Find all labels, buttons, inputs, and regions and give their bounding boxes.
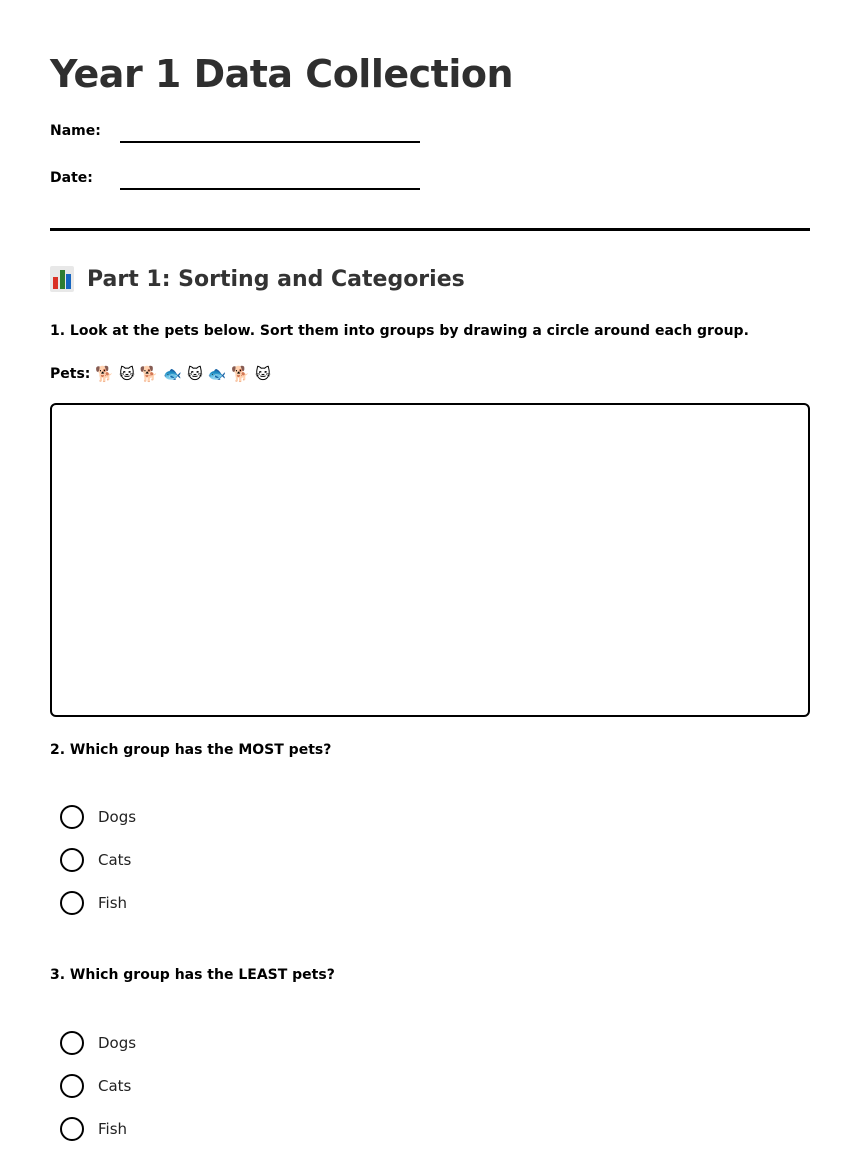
dog-icon: 🐕 xyxy=(95,365,115,383)
q2-option-dogs[interactable] xyxy=(60,805,136,829)
option-label: Cats xyxy=(98,1077,132,1095)
name-input-line[interactable] xyxy=(120,141,420,143)
question-1: 1. Look at the pets below. Sort them into groups by drawing a circle around each group. xyxy=(50,323,749,339)
radio-circle[interactable] xyxy=(60,891,84,915)
radio-circle[interactable] xyxy=(60,1031,84,1055)
radio-circle[interactable] xyxy=(60,1117,84,1141)
radio-circle[interactable] xyxy=(60,1074,84,1098)
radio-circle[interactable] xyxy=(60,848,84,872)
pets-row xyxy=(50,365,276,383)
date-input-line[interactable] xyxy=(120,188,420,190)
q3-option-fish[interactable] xyxy=(60,1117,127,1141)
cat-icon: 🐱 xyxy=(119,365,135,383)
sorting-drawing-area[interactable] xyxy=(50,403,810,717)
q3-option-dogs[interactable] xyxy=(60,1031,136,1055)
q2-option-fish[interactable] xyxy=(60,891,127,915)
header-divider xyxy=(50,228,810,231)
radio-circle[interactable] xyxy=(60,805,84,829)
date-label: Date: xyxy=(50,170,93,186)
bar-chart-icon xyxy=(50,266,74,292)
name-field-row xyxy=(50,121,450,145)
option-label: Cats xyxy=(98,851,132,869)
name-label: Name: xyxy=(50,123,101,139)
dog-icon: 🐕 xyxy=(139,365,159,383)
section-heading-part1 xyxy=(50,266,465,292)
q3-option-cats[interactable] xyxy=(60,1074,131,1098)
option-label: Fish xyxy=(98,894,128,912)
pets-label: Pets: xyxy=(50,366,91,382)
cat-icon: 🐱 xyxy=(187,365,203,383)
fish-icon: 🐟 xyxy=(163,365,183,383)
section-heading-text: Part 1: Sorting and Categories xyxy=(87,266,465,292)
date-field-row xyxy=(50,168,450,192)
fish-icon: 🐟 xyxy=(207,365,227,383)
option-label: Dogs xyxy=(98,808,137,826)
q2-option-cats[interactable] xyxy=(60,848,131,872)
question-2: 2. Which group has the MOST pets? xyxy=(50,742,332,758)
option-label: Dogs xyxy=(98,1034,137,1052)
pets-list xyxy=(95,365,275,383)
option-label: Fish xyxy=(98,1120,128,1138)
page-title: Year 1 Data Collection xyxy=(50,52,513,96)
cat-icon: 🐱 xyxy=(255,365,271,383)
dog-icon: 🐕 xyxy=(231,365,251,383)
question-3: 3. Which group has the LEAST pets? xyxy=(50,967,335,983)
